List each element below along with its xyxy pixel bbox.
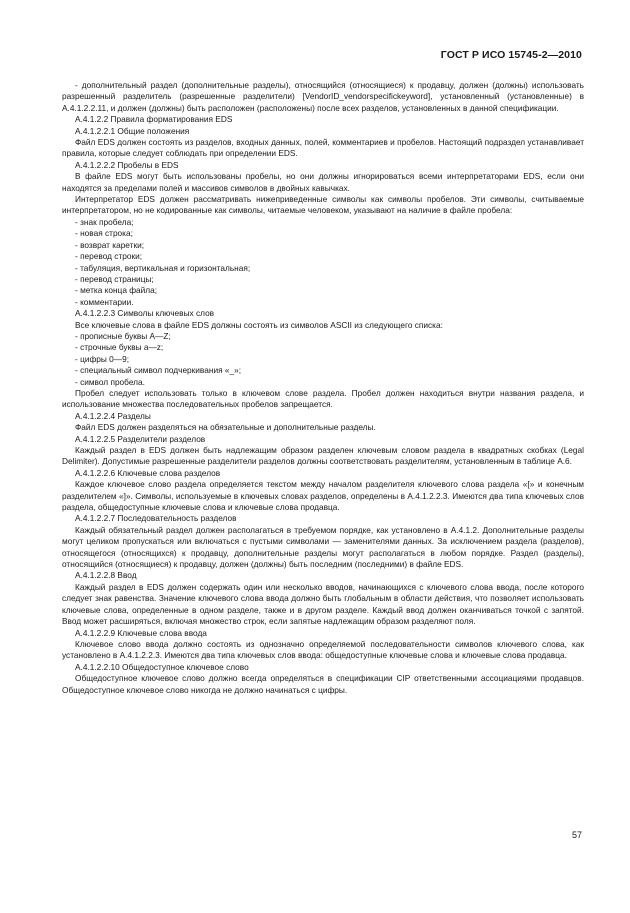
section-heading: А.4.1.2.2.1 Общие положения xyxy=(75,125,190,136)
section-heading: А.4.1.2.2.6 Ключевые слова разделов xyxy=(75,467,221,478)
section-heading: А.4.1.2.2 Правила форматирования EDS xyxy=(75,114,233,125)
paragraph: Интерпретатор EDS должен рассматривать нижеприведенные символы как символы пробелов. Эти символы, считываемые интерпретатором, но не кодированные как символы, читаемые человеком, указывают на наличие в файле пробела: xyxy=(62,194,584,216)
section-heading: А.4.1.2.2.7 Последовательность разделов xyxy=(75,513,237,524)
paragraph: Каждый обязательный раздел должен располагаться в требуемом порядке, как установлено в А.4.1.2. Дополнительные разделы могут целиком пропускаться или включаться с пустыми символами — заменителями данных. За исключением раздела (разделов), относящегося (относящихся) к продавцу, дополнительные разделы могут располагаться в любом порядке. Раздел (разделы), относящийся (относящиеся) к продавцу, должен (должны) быть последним (последними) в файле EDS. xyxy=(62,524,584,570)
section-heading: А.4.1.2.2.9 Ключевые слова ввода xyxy=(75,627,207,638)
paragraph: - дополнительный раздел (дополнительные разделы), относящийся (относящиеся) к продавцу, должен (должны) использовать разрешенный разделитель (разрешенные разделители) [VendorID_vendorspecifickeyword], установленный (установленные) в А.4.1.2.2.11, и должен (должны) быть расположен (расположены) после всех разделов, установленных в данной спецификации. xyxy=(62,80,584,113)
document-body xyxy=(62,80,584,696)
paragraph: Каждый раздел в EDS должен содержать один или несколько вводов, начинающихся с ключевого слова ввода, после которого следует знак равенства. Значение ключевого слова ввода должно быть глобальным в области действия, что позволяет использовать ключевые слова, определенные в одном разделе, также и в другом разделе. Каждый ввод должен оканчиваться точкой с запятой. Ввод может расширяться, включая множество строк, если запятые надлежащим образом разделяют поля. xyxy=(62,581,584,627)
list-item: - перевод страницы; xyxy=(75,273,154,284)
paragraph: Файл EDS должен состоять из разделов, входных данных, полей, комментариев и пробелов. Настоящий подраздел устанавливает правила, которые следует соблюдать при определении EDS. xyxy=(62,137,584,159)
paragraph: Общедоступное ключевое слово должно всегда определяться в спецификации CIP ответственными ассоциациями продавцов. Общедоступное ключевое слово никогда не должно начинаться с цифры. xyxy=(62,673,584,695)
document-header: ГОСТ Р ИСО 15745-2—2010 xyxy=(440,49,582,61)
section-heading: А.4.1.2.2.3 Символы ключевых слов xyxy=(75,308,215,319)
paragraph: В файле EDS могут быть использованы пробелы, но они должны игнорироваться всеми интерпретаторами EDS, если они находятся за пределами полей и массивов символов в двойных кавычках. xyxy=(62,171,584,193)
list-item: - специальный символ подчеркивания «_»; xyxy=(75,365,242,376)
list-item: - табуляция, вертикальная и горизонтальная; xyxy=(75,262,251,273)
list-item: - прописные буквы А—Z; xyxy=(75,330,171,341)
paragraph: Пробел следует использовать только в ключевом слове раздела. Пробел должен находиться внутри названия раздела, и использование множества последовательных пробелов запрещается. xyxy=(62,387,584,410)
list-item: - строчные буквы a—z; xyxy=(75,342,164,353)
paragraph: Каждое ключевое слово раздела определяется текстом между началом разделителя ключевого слова раздела «[» и конечным разделителем «]». Символы, используемые в ключевых словах разделов, определены в А.4.1.2.2.3. Имеются два типа ключевых слов раздела, общедоступные ключевые слова и ключевые слова продавца. xyxy=(62,479,584,513)
paragraph: Каждый раздел в EDS должен быть надлежащим образом разделен ключевым словом раздела в квадратных скобках (Legal Delimiter). Допустимые разрешенные разделители разделов должны соответствовать разделителям, установленным в таблице А.6. xyxy=(62,445,584,467)
list-item: - новая строка; xyxy=(75,228,133,239)
list-item: - цифры 0—9; xyxy=(75,353,129,364)
list-item: - перевод строки; xyxy=(75,251,143,262)
section-heading: А.4.1.2.2.4 Разделы xyxy=(75,410,151,421)
paragraph: Все ключевые слова в файле EDS должны состоять из символов ASCII из следующего списка: xyxy=(75,319,443,330)
list-item: - символ пробела. xyxy=(75,376,145,387)
section-heading: А.4.1.2.2.8 Ввод xyxy=(75,570,137,581)
section-heading: А.4.1.2.2.5 Разделители разделов xyxy=(75,433,206,444)
list-item: - комментарии. xyxy=(75,296,134,307)
list-item: - возврат каретки; xyxy=(75,239,145,250)
paragraph: Файл EDS должен разделяться на обязательные и дополнительные разделы. xyxy=(75,422,376,433)
section-heading: А.4.1.2.2.2 Пробелы в EDS xyxy=(75,159,179,170)
list-item: - метка конца файла; xyxy=(75,285,158,296)
list-item: - знак пробела; xyxy=(75,216,134,227)
page-number: 57 xyxy=(571,830,582,840)
paragraph: Ключевое слово ввода должно состоять из однозначно определяемой последовательности символов ключевого слова, как установлено в А.4.1.2.2.3. Имеются два типа ключевых слов ввода: общедоступные ключевые слова и ключевые слова продавца. xyxy=(62,638,584,661)
section-heading: А.4.1.2.2.10 Общедоступное ключевое слово xyxy=(75,661,249,672)
